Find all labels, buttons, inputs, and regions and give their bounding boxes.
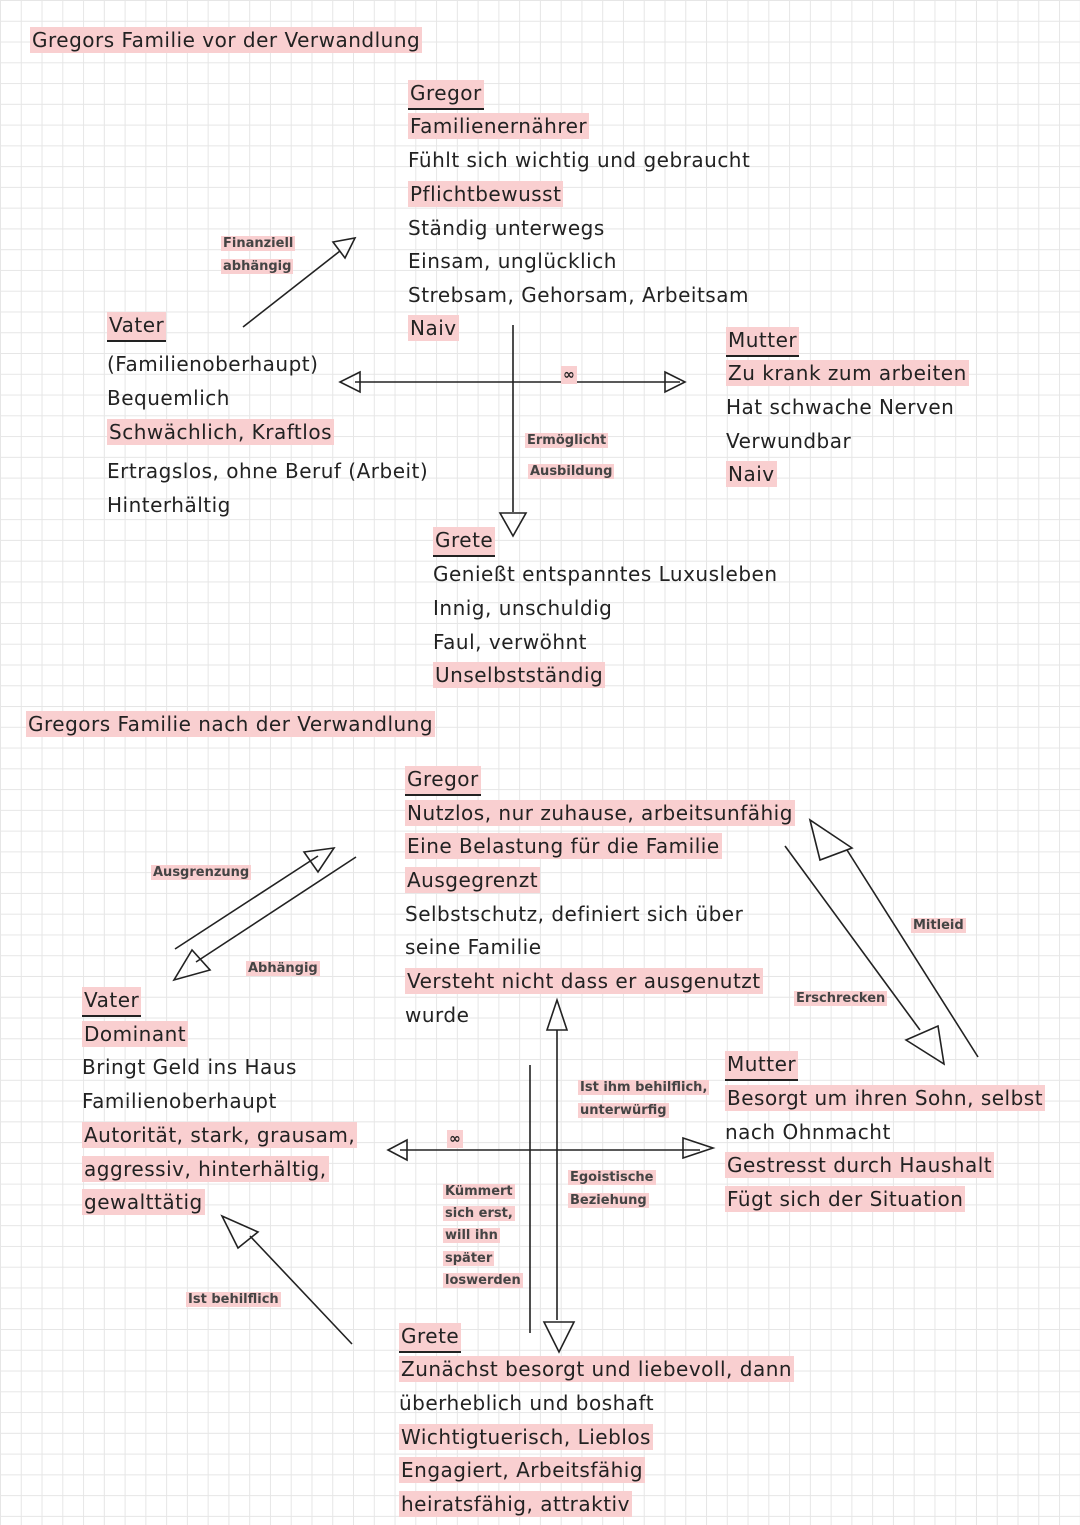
before-mutter-trait: Verwundbar xyxy=(726,429,852,453)
after-grete-trait: Zunächst besorgt und liebevoll, dann xyxy=(401,1357,793,1381)
before-gregor-trait: Familienernährer xyxy=(410,114,588,138)
relation-label: Erschrecken xyxy=(796,991,886,1006)
relation-label: Ist behilflich xyxy=(188,1292,279,1307)
before-vater-trait: (Familienoberhaupt) xyxy=(107,352,319,376)
after-mutter-trait: nach Ohnmacht xyxy=(725,1120,891,1144)
before-grete-trait: Genießt entspanntes Luxusleben xyxy=(433,562,778,586)
relation-label: Ermöglicht xyxy=(527,433,607,448)
after-title: Gregors Familie nach der Verwandlung xyxy=(28,712,434,736)
before-mutter-trait: Naiv xyxy=(728,462,775,486)
after-vater-trait: Dominant xyxy=(84,1022,187,1046)
before-vater-trait: Schwächlich, Kraftlos xyxy=(109,420,332,444)
after-vater-trait: aggressiv, hinterhältig, xyxy=(84,1157,327,1181)
after-grete-trait: Wichtigtuerisch, Lieblos xyxy=(401,1425,651,1449)
before-gregor-name: Gregor xyxy=(408,83,484,103)
relation-label: später xyxy=(445,1251,493,1266)
before-vater-trait: Hinterhältig xyxy=(107,493,231,517)
before-grete-name: Grete xyxy=(433,530,495,550)
after-mutter-trait: Besorgt um ihren Sohn, selbst xyxy=(727,1086,1044,1110)
after-grete-trait: heiratsfähig, attraktiv xyxy=(401,1492,630,1516)
before-gregor-trait: Naiv xyxy=(410,316,457,340)
before-grete-trait: Faul, verwöhnt xyxy=(433,630,588,654)
after-mutter-name: Mutter xyxy=(725,1054,798,1074)
after-gregor-trait: wurde xyxy=(405,1003,470,1027)
before-gregor-trait: Ständig unterwegs xyxy=(408,216,605,240)
relation-label: Ist ihm behilflich, xyxy=(580,1080,708,1095)
after-vater-trait: gewalttätig xyxy=(84,1190,203,1214)
before-mutter-trait: Hat schwache Nerven xyxy=(726,395,955,419)
after-gregor-trait: Eine Belastung für die Familie xyxy=(407,834,720,858)
before-title: Gregors Familie vor der Verwandlung xyxy=(32,28,421,52)
after-gregor-trait: Ausgegrenzt xyxy=(407,868,539,892)
after-vater-trait: Familienoberhaupt xyxy=(82,1089,277,1113)
before-gregor-trait: Pflichtbewusst xyxy=(410,182,562,206)
relation-label: Beziehung xyxy=(570,1193,647,1208)
after-gregor-trait: seine Familie xyxy=(405,935,542,959)
relation-label: Ausgrenzung xyxy=(153,865,250,880)
before-vater-trait: Bequemlich xyxy=(107,386,230,410)
after-mutter-trait: Gestresst durch Haushalt xyxy=(727,1153,993,1177)
after-vater-trait: Autorität, stark, grausam, xyxy=(84,1123,356,1147)
after-vater-trait: Bringt Geld ins Haus xyxy=(82,1055,297,1079)
relation-label: loswerden xyxy=(445,1273,521,1288)
infinity-icon: ∞ xyxy=(449,1131,462,1147)
relation-label: Ausbildung xyxy=(530,464,613,479)
before-mutter-name: Mutter xyxy=(726,330,799,350)
after-gregor-name: Gregor xyxy=(405,769,481,789)
infinity-icon: ∞ xyxy=(563,367,576,383)
relation-label: unterwürfig xyxy=(580,1103,667,1118)
relation-label: will ihn xyxy=(445,1228,498,1243)
after-grete-trait: Engagiert, Arbeitsfähig xyxy=(401,1458,644,1482)
after-vater-name: Vater xyxy=(82,990,141,1010)
relation-label: Mitleid xyxy=(913,918,964,933)
before-gregor-trait: Strebsam, Gehorsam, Arbeitsam xyxy=(408,283,749,307)
after-gregor-trait: Versteht nicht dass er ausgenutzt xyxy=(407,969,761,993)
before-gregor-trait: Einsam, unglücklich xyxy=(408,249,617,273)
relation-label: abhängig xyxy=(223,259,292,274)
after-mutter-trait: Fügt sich der Situation xyxy=(727,1187,964,1211)
before-mutter-trait: Zu krank zum arbeiten xyxy=(728,361,967,385)
before-gregor-trait: Fühlt sich wichtig und gebraucht xyxy=(408,148,751,172)
relation-label: Abhängig xyxy=(248,961,318,976)
relation-label: Kümmert xyxy=(445,1184,513,1199)
after-gregor-trait: Nutzlos, nur zuhause, arbeitsunfähig xyxy=(407,801,793,825)
before-grete-trait: Innig, unschuldig xyxy=(433,596,613,620)
after-grete-name: Grete xyxy=(399,1326,461,1346)
relation-label: Egoistische xyxy=(570,1170,654,1185)
before-vater-trait: Ertragslos, ohne Beruf (Arbeit) xyxy=(107,459,429,483)
relation-label: sich erst, xyxy=(445,1206,513,1221)
before-grete-trait: Unselbstständig xyxy=(435,663,604,687)
after-grete-trait: überheblich und boshaft xyxy=(399,1391,655,1415)
after-gregor-trait: Selbstschutz, definiert sich über xyxy=(405,902,744,926)
relation-label: Finanziell xyxy=(223,236,294,251)
before-vater-name: Vater xyxy=(107,315,166,335)
